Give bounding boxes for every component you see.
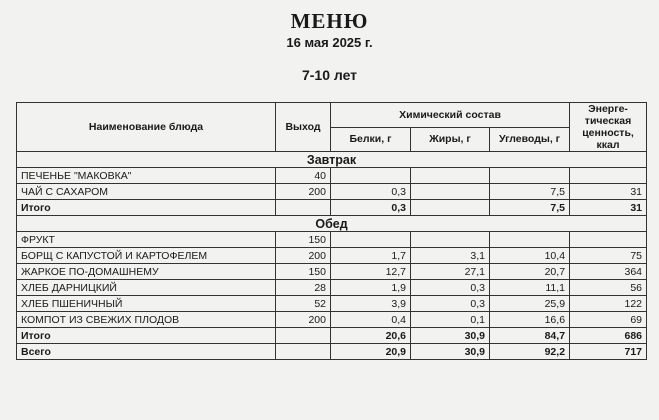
dish-protein: 1,7 — [331, 248, 411, 264]
total-row-breakfast — [17, 200, 647, 216]
dish-fat — [411, 232, 490, 248]
dish-yield: 200 — [276, 184, 331, 200]
total-yield — [276, 328, 331, 344]
col-header-energy: Энерге-тическая ценность, ккал — [570, 103, 647, 152]
dish-yield: 40 — [276, 168, 331, 184]
table-row — [17, 184, 647, 200]
total-yield — [276, 200, 331, 216]
dish-carbs — [490, 232, 570, 248]
dish-protein — [331, 232, 411, 248]
total-fat — [411, 200, 490, 216]
dish-yield: 52 — [276, 296, 331, 312]
dish-name: ЖАРКОЕ ПО-ДОМАШНЕМУ — [17, 264, 276, 280]
table-row — [17, 312, 647, 328]
col-header-yield: Выход — [276, 103, 331, 152]
dish-carbs: 16,6 — [490, 312, 570, 328]
dish-fat — [411, 184, 490, 200]
dish-carbs: 20,7 — [490, 264, 570, 280]
dish-name: ХЛЕБ ПШЕНИЧНЫЙ — [17, 296, 276, 312]
dish-energy: 69 — [570, 312, 647, 328]
total-fat: 30,9 — [411, 328, 490, 344]
dish-name: ЧАЙ С САХАРОМ — [17, 184, 276, 200]
page-title: МЕНЮ — [290, 9, 369, 33]
dish-fat — [411, 168, 490, 184]
dish-energy — [570, 168, 647, 184]
dish-energy — [570, 232, 647, 248]
dish-fat: 0,1 — [411, 312, 490, 328]
grand-total-fat: 30,9 — [411, 344, 490, 360]
table-row — [17, 296, 647, 312]
dish-carbs: 10,4 — [490, 248, 570, 264]
total-label: Итого — [17, 328, 276, 344]
dish-carbs: 25,9 — [490, 296, 570, 312]
table-row — [17, 232, 647, 248]
age-group: 7-10 лет — [301, 67, 358, 83]
dish-yield: 150 — [276, 264, 331, 280]
dish-energy: 122 — [570, 296, 647, 312]
total-row-lunch — [17, 328, 647, 344]
dish-yield: 150 — [276, 232, 331, 248]
grand-total-yield — [276, 344, 331, 360]
dish-carbs: 11,1 — [490, 280, 570, 296]
dish-protein: 1,9 — [331, 280, 411, 296]
dish-carbs — [490, 168, 570, 184]
dish-fat: 0,3 — [411, 280, 490, 296]
dish-carbs: 7,5 — [490, 184, 570, 200]
total-carbs: 7,5 — [490, 200, 570, 216]
meal-title-breakfast: Завтрак — [17, 152, 647, 168]
total-label: Итого — [17, 200, 276, 216]
dish-name: ФРУКТ — [17, 232, 276, 248]
dish-fat: 3,1 — [411, 248, 490, 264]
dish-energy: 75 — [570, 248, 647, 264]
dish-fat: 27,1 — [411, 264, 490, 280]
col-header-name: Наименование блюда — [17, 103, 276, 152]
dish-name: ХЛЕБ ДАРНИЦКИЙ — [17, 280, 276, 296]
table-row — [17, 264, 647, 280]
col-header-chem: Химический состав — [331, 103, 570, 128]
table-row — [17, 168, 647, 184]
dish-protein: 0,3 — [331, 184, 411, 200]
dish-yield: 200 — [276, 312, 331, 328]
dish-energy: 56 — [570, 280, 647, 296]
dish-energy: 31 — [570, 184, 647, 200]
table-row — [17, 280, 647, 296]
table-row — [17, 248, 647, 264]
menu-table — [16, 102, 647, 360]
dish-protein — [331, 168, 411, 184]
dish-protein: 3,9 — [331, 296, 411, 312]
dish-yield: 28 — [276, 280, 331, 296]
grand-total-carbs: 92,2 — [490, 344, 570, 360]
menu-date: 16 мая 2025 г. — [286, 35, 373, 50]
col-header-carbs: Углеводы, г — [490, 127, 570, 152]
col-header-fat: Жиры, г — [411, 127, 490, 152]
dish-protein: 0,4 — [331, 312, 411, 328]
grand-total-label: Всего — [17, 344, 276, 360]
meal-title-lunch: Обед — [17, 216, 647, 232]
grand-total-row — [17, 344, 647, 360]
dish-name: БОРЩ С КАПУСТОЙ И КАРТОФЕЛЕМ — [17, 248, 276, 264]
dish-name: ПЕЧЕНЬЕ "МАКОВКА" — [17, 168, 276, 184]
col-header-protein: Белки, г — [331, 127, 411, 152]
dish-protein: 12,7 — [331, 264, 411, 280]
dish-energy: 364 — [570, 264, 647, 280]
total-protein: 0,3 — [331, 200, 411, 216]
dish-fat: 0,3 — [411, 296, 490, 312]
grand-total-energy: 717 — [570, 344, 647, 360]
grand-total-protein: 20,9 — [331, 344, 411, 360]
total-energy: 31 — [570, 200, 647, 216]
total-protein: 20,6 — [331, 328, 411, 344]
total-energy: 686 — [570, 328, 647, 344]
dish-yield: 200 — [276, 248, 331, 264]
dish-name: КОМПОТ ИЗ СВЕЖИХ ПЛОДОВ — [17, 312, 276, 328]
total-carbs: 84,7 — [490, 328, 570, 344]
